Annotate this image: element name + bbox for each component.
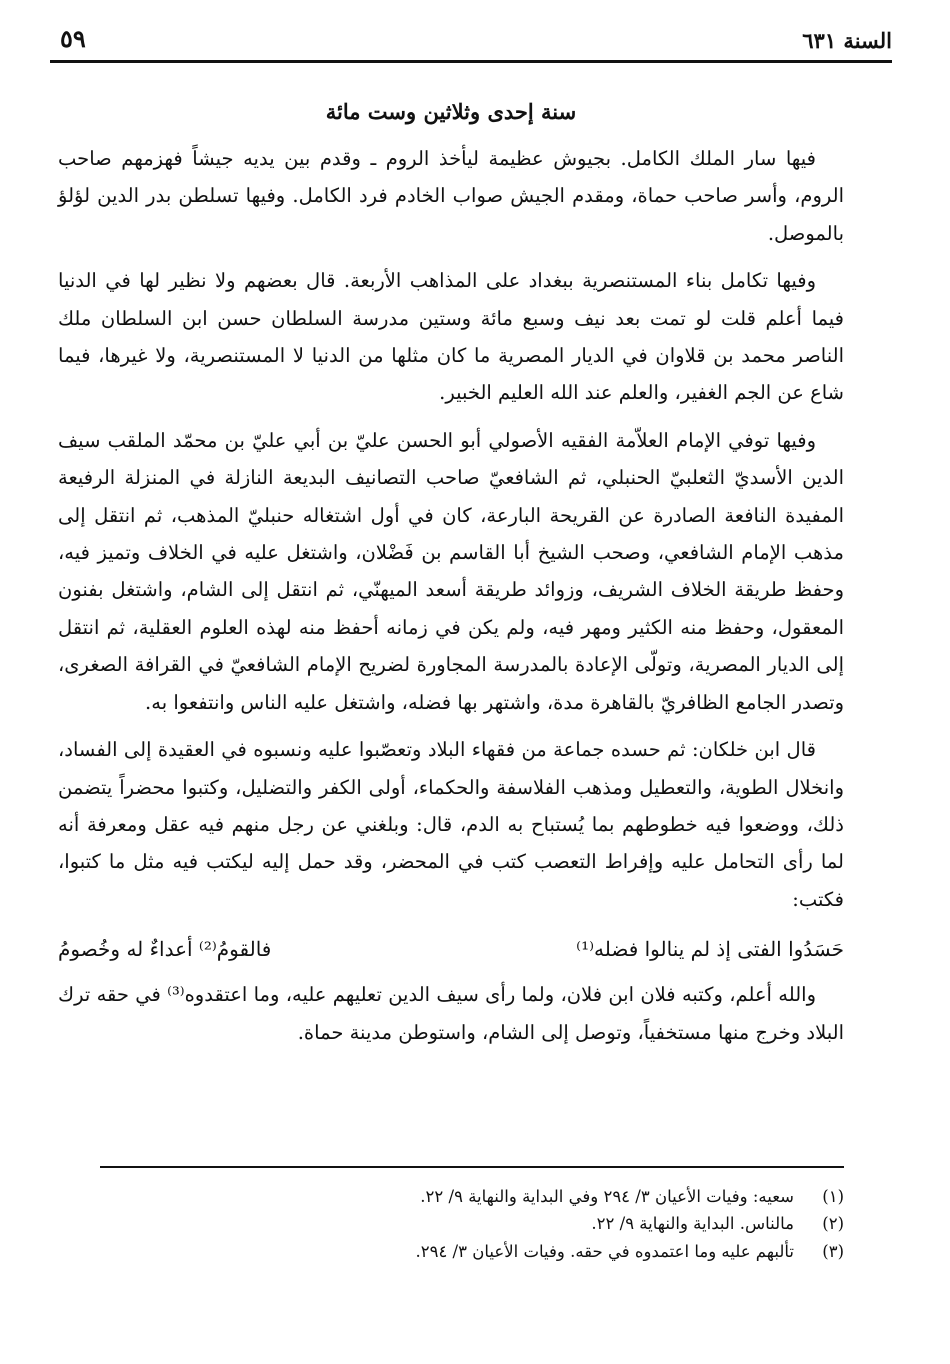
section-title: سنة إحدى وثلاثين وست مائة xyxy=(325,99,577,124)
footnote-text: تألبهم عليه وما اعتمدوه في حقه. وفيات الأعيان ٣/ ٢٩٤. xyxy=(415,1241,794,1261)
footnote-rule xyxy=(100,1166,844,1168)
closing-paragraph: والله أعلم، وكتبه فلان ابن فلان، ولما رأى سيف الدين تعليهم عليه، وما اعتقدوه⁽³⁾ في حقه ترك البلاد وخرج منها مستخفياً، وتوصل إلى الشام، واستوطن مدينة حماة. xyxy=(58,983,844,1044)
body-text xyxy=(58,84,844,1051)
footnote-number: (٣) xyxy=(822,1241,844,1261)
footnote-text: مالناس. البداية والنهاية ٩/ ٢٢. xyxy=(591,1214,794,1234)
footnote-number: (٢) xyxy=(822,1214,844,1234)
footnote-item xyxy=(100,1210,844,1237)
verse-second-hemistich: فالقومُ⁽²⁾ أعداءٌ له وخُصومُ xyxy=(58,937,272,962)
verse-first-hemistich: حَسَدُوا الفتى إذ لم ينالوا فضله⁽¹⁾ xyxy=(576,937,844,962)
page-number: ٥٩ xyxy=(60,24,86,53)
paragraph: فيها سار الملك الكامل. بجيوش عظيمة ليأخذ الروم ـ وقدم بين يديه جيشاً فهزمهم صاحب الروم، وأسر صاحب حماة، ومقدم الجيش صواب الخادم فرد الكامل. وفيها تسلطن بدر الدين لؤلؤ بالموصل. xyxy=(58,147,844,245)
header-rule xyxy=(50,60,892,63)
running-header xyxy=(48,22,892,62)
paragraph: قال ابن خلكان: ثم حسده جماعة من فقهاء البلاد وتعصّبوا عليه ونسبوه في العقيدة إلى الفساد، وانخلال الطوية، والتعطيل ومذهب الفلاسفة والحكماء، أولى الكفر والتضليل، وكتبوا محضراً يتضمن ذلك، ووضعوا فيه خطوطهم بما يُستباح به الدم، قال: وبلغني عن رجل منهم فيه عقل ومعرفة أنه لما رأى التحامل عليه وإفراط التعصب كتب في المحضر، وقد حمل إليه ليكتب فيه مثل ما كتبوا، فكتب: xyxy=(58,738,844,911)
footnotes xyxy=(100,1183,844,1265)
footnote-item xyxy=(100,1183,844,1210)
poetry-verse xyxy=(58,930,844,968)
footnote-number: (١) xyxy=(822,1187,844,1206)
footnote-item xyxy=(100,1238,844,1265)
paragraph: وفيها توفي الإمام العلاّمة الفقيه الأصولي أبو الحسن عليّ بن أبي عليّ بن محمّد الملقب سيف الدين الأسديّ الثعلبيّ الحنبلي، ثم الشافعيّ صاحب التصانيف البديعة النازلة في المنزلة الرفيعة المفيدة النافعة الصادرة عن القريحة البارعة، كان في أول اشتغاله حنبليّ المذهب، ثم انتقل إلى مذهب الإمام الشافعي، وصحب الشيخ أبا القاسم بن فَضْلان، واشتغل عليه في الخلاف وتميز فيه، وحفظ طريقة الخلاف الشريف، وزوائد طريقة أسعد الميهنّي، ثم انتقل إلى الشام، واشتغل بفنون المعقول، وحفظ منه الكثير ومهر فيه، ولم يكن في زمانه أحفظ منه لهذه العلوم العقلية، ثم انتقل إلى الديار المصرية، وتولّى الإعادة بالمدرسة المجاورة لضريح الإمام الشافعيّ في القرافة الصغرى، وتصدر الجامع الظافريّ بالقاهرة مدة، واشتهر بها فضله، واشتغل عليه الناس وانتفعوا به. xyxy=(58,428,844,714)
header-title: السنة ٦٣١ xyxy=(802,28,892,53)
footnote-text: سعيه: وفيات الأعيان ٣/ ٢٩٤ وفي البداية والنهاية ٩/ ٢٢. xyxy=(420,1187,794,1206)
paragraph: وفيها تكامل بناء المستنصرية ببغداد على المذاهب الأربعة. قال بعضهم ولا نظير لها في الدنيا فيما أعلم قلت لو تمت بعد نيف وسبع مائة وستين مدرسة السلطان حسن ابن السلطان ملك الناصر محمد بن قلاوان في الديار المصرية ما كان مثلها من الدنيا لا المستنصرية، ولا غيرها، فيما شاع عن الجم الغفير، والعلم عند الله العليم الخبير. xyxy=(58,269,844,405)
